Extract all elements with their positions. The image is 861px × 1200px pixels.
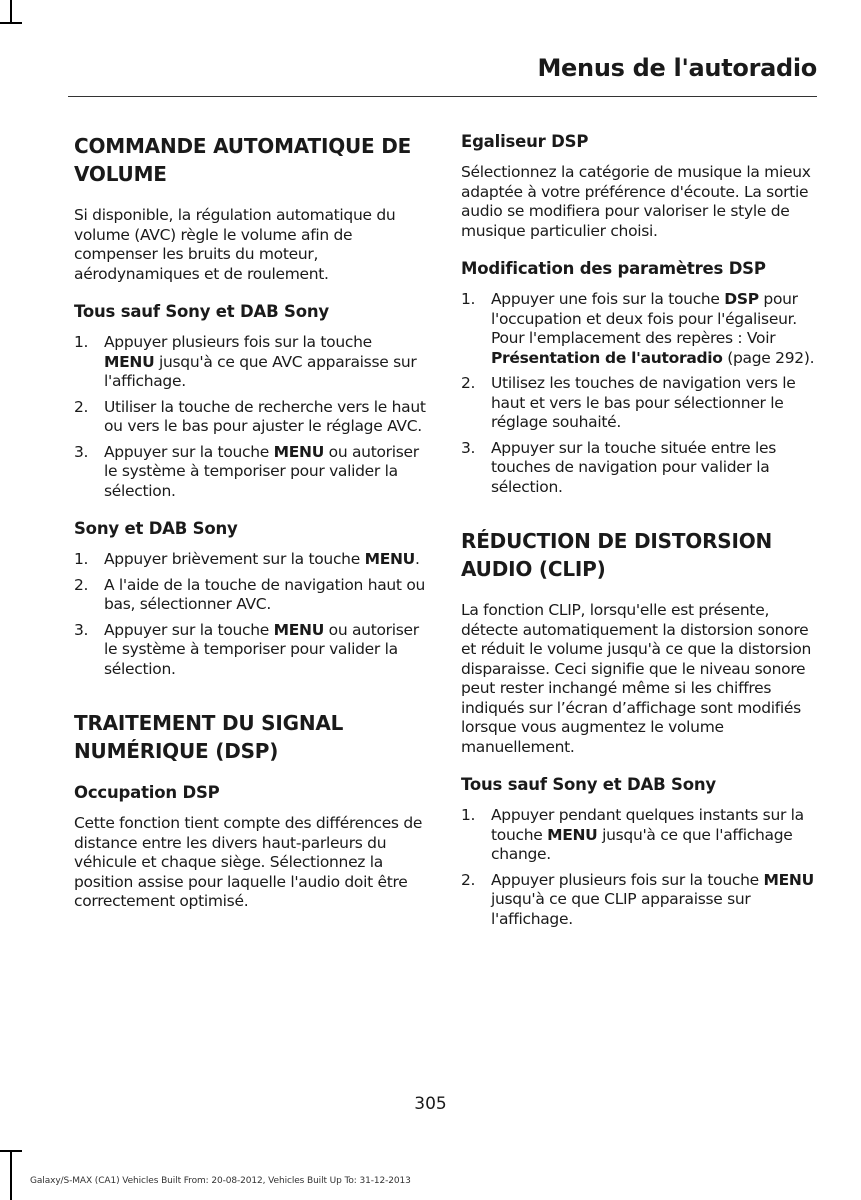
- page-header: [68, 54, 817, 82]
- subheading-equalizer-dsp: Egaliseur DSP: [461, 132, 589, 151]
- avc-steps-list: [74, 333, 426, 501]
- cross-reference-link[interactable]: Présentation de l'autoradio: [491, 348, 723, 367]
- subheading-occupation-dsp: Occupation DSP: [74, 783, 220, 802]
- list-item: 1. Appuyer une fois sur la touche DSP pour l'occupation et deux fois pour l'égaliseur. Pour l'emplacement des repères : Voir Présentation de l'autoradio (page 292).: [461, 290, 815, 367]
- page-title: Menus de l'autoradio: [537, 54, 817, 82]
- list-item: 3. Appuyer sur la touche MENU ou autoriser le système à temporiser pour valider la sélection.: [74, 620, 419, 678]
- crop-mark: [0, 22, 22, 24]
- list-item: 1. Appuyer brièvement sur la touche MENU.: [74, 550, 420, 568]
- clip-steps-list: [461, 806, 815, 929]
- section-heading-avc: COMMANDE AUTOMATIQUE DE VOLUME: [74, 134, 412, 186]
- page-number: 305: [414, 1094, 447, 1114]
- list-item: 1. Appuyer pendant quelques instants sur la touche MENU jusqu'à ce que l'affichage change.: [461, 806, 804, 863]
- list-item: 2. Utilisez les touches de navigation vers le haut et vers le bas pour sélectionner le réglage souhaité.: [461, 374, 796, 431]
- crop-mark: [0, 1150, 22, 1152]
- avc-paragraph: Si disponible, la régulation automatique du volume (AVC) règle le volume afin de compenser les bruits du moteur, aérodynamiques et de roulement.: [74, 206, 396, 283]
- right-column: [461, 132, 815, 947]
- list-item: 3. Appuyer sur la touche située entre les touches de navigation pour valider la sélection.: [461, 438, 776, 496]
- list-item: 2. Appuyer plusieurs fois sur la touche MENU jusqu'à ce que CLIP apparaisse sur l'affichage.: [461, 870, 814, 928]
- subheading-sony: Sony et DAB Sony: [74, 519, 238, 538]
- occupation-paragraph: Cette fonction tient compte des différences de distance entre les divers haut-parleurs du véhicule et chaque siège. Sélectionnez la position assise pour laquelle l'audio doit être correctement optimisé.: [74, 814, 423, 910]
- subheading-all-except-sony: Tous sauf Sony et DAB Sony: [74, 302, 329, 321]
- left-column: [74, 132, 426, 930]
- dsp-steps-list: [461, 290, 815, 497]
- footer-text: Galaxy/S-MAX (CA1) Vehicles Built From: 20-08-2012, Vehicles Built Up To: 31-12-2013: [30, 1176, 411, 1186]
- header-rule: [68, 96, 817, 97]
- list-item: 2. Utiliser la touche de recherche vers le haut ou vers le bas pour ajuster le réglage AVC.: [74, 397, 426, 435]
- subheading-clip-all-except-sony: Tous sauf Sony et DAB Sony: [461, 775, 716, 794]
- equalizer-paragraph: Sélectionnez la catégorie de musique la mieux adaptée à votre préférence d'écoute. La sortie audio se modifiera pour valoriser le style de musique particulier choisi.: [461, 163, 811, 240]
- list-item: 1. Appuyer plusieurs fois sur la touche MENU jusqu'à ce que AVC apparaisse sur l'affichage.: [74, 333, 417, 390]
- section-heading-clip: RÉDUCTION DE DISTORSION AUDIO (CLIP): [461, 529, 773, 581]
- clip-paragraph: La fonction CLIP, lorsqu'elle est présente, détecte automatiquement la distorsion sonore et réduit le volume jusqu'à ce que la distorsion disparaisse. Ceci signifie que le niveau sonore peut rester inchangé même si les chiffres indiqués sur l’écran d’affichage sont modifiés lorsque vous augmentez le volume manuellement.: [461, 601, 812, 756]
- section-heading-dsp: TRAITEMENT DU SIGNAL NUMÉRIQUE (DSP): [74, 711, 344, 763]
- list-item: 2. A l'aide de la touche de navigation haut ou bas, sélectionner AVC.: [74, 575, 426, 613]
- sony-steps-list: [74, 550, 426, 679]
- subheading-dsp-settings: Modification des paramètres DSP: [461, 259, 766, 278]
- crop-mark: [10, 0, 12, 22]
- crop-mark: [10, 1150, 12, 1200]
- list-item: 3. Appuyer sur la touche MENU ou autoriser le système à temporiser pour valider la sélection.: [74, 442, 419, 500]
